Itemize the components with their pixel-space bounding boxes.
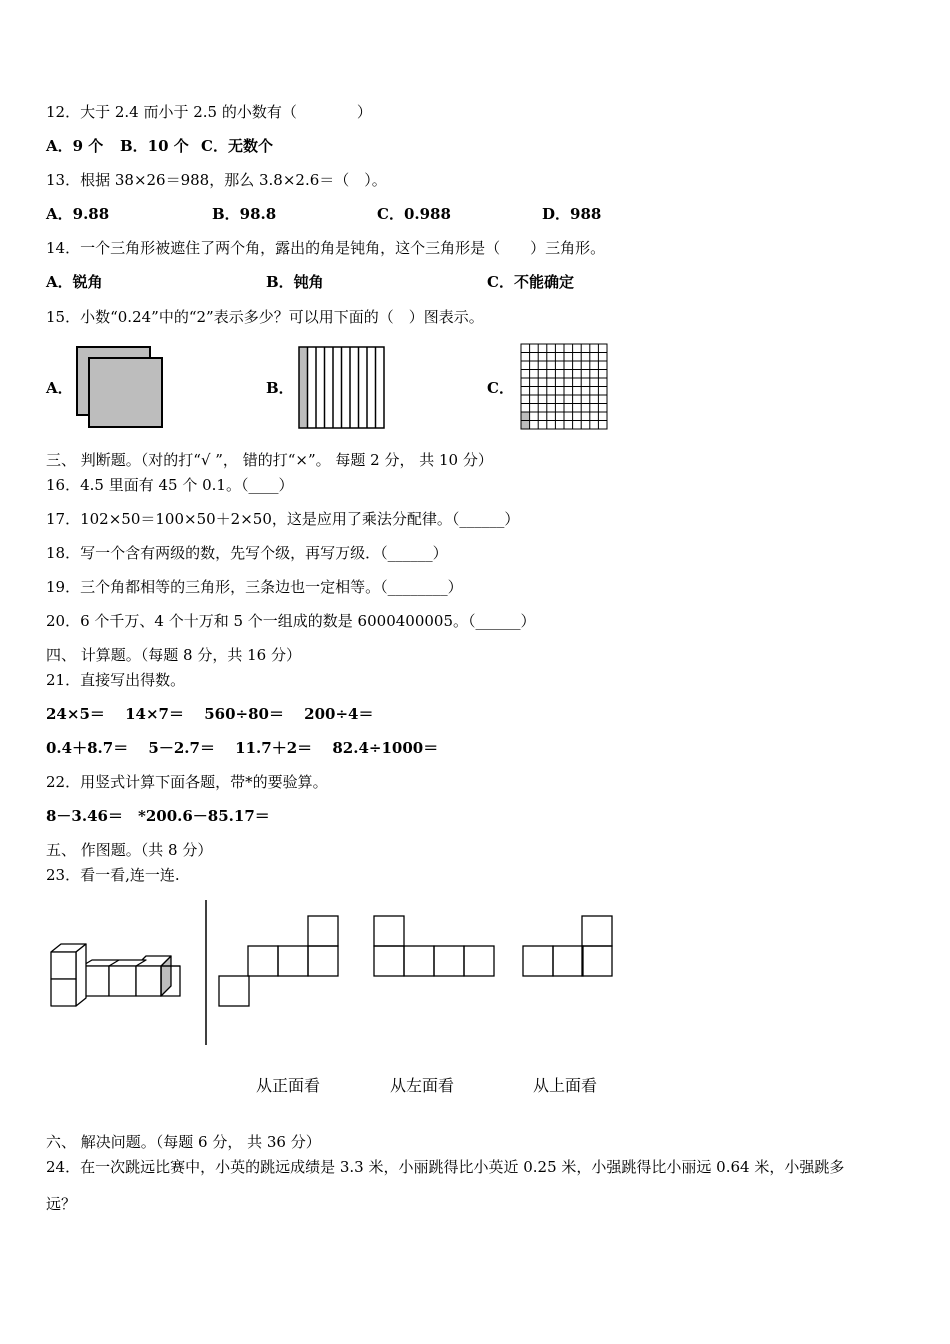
- q15-option-b[interactable]: B．: [266, 379, 294, 397]
- q13-option-d[interactable]: D．988: [542, 205, 602, 223]
- q23-cube-solid: [48, 940, 188, 1010]
- q15-option-c[interactable]: C．: [487, 379, 514, 397]
- question-13: 13．根据 38×26＝988，那么 3.8×2.6＝（ ）。: [46, 171, 387, 189]
- question-20: 20．6 个千万、4 个十万和 5 个一组成的数是 6000400005。（______）: [46, 612, 536, 630]
- q15-option-a[interactable]: A．: [46, 379, 73, 397]
- question-14: 14．一个三角形被遮住了两个角，露出的角是钝角，这个三角形是（ ）三角形。: [46, 239, 606, 257]
- q23-view-2: [372, 914, 498, 978]
- q21-row-2: 0.4＋8.7＝ 5－2.7＝ 11.7＋2＝ 82.4÷1000＝: [46, 739, 439, 757]
- question-15: 15．小数“0.24”中的“2”表示多少？可以用下面的（ ）图表示。: [46, 308, 484, 326]
- question-21: 21．直接写出得数。: [46, 671, 186, 689]
- label-top-view: 从上面看: [533, 1076, 598, 1095]
- question-22: 22．用竖式计算下面各题，带*的要验算。: [46, 773, 328, 791]
- label-front-view: 从正面看: [256, 1076, 321, 1095]
- section-6-heading: 六、 解决问题。（每题 6 分， 共 36 分）: [46, 1133, 321, 1151]
- q12-option-c[interactable]: C．无数个: [201, 137, 273, 155]
- q22-row: 8－3.46＝ *200.6－85.17＝: [46, 807, 270, 825]
- question-16: 16．4.5 里面有 45 个 0.1。（____）: [46, 476, 294, 494]
- label-left-view: 从左面看: [390, 1076, 455, 1095]
- q15-figure-a: [76, 346, 166, 430]
- question-19: 19．三个角都相等的三角形，三条边也一定相等。（________）: [46, 578, 463, 596]
- q13-option-b[interactable]: B．98.8: [212, 205, 277, 223]
- q23-divider: [204, 900, 208, 1046]
- q23-view-3: [522, 914, 616, 978]
- question-12: 12．大于 2.4 而小于 2.5 的小数有（ ）: [46, 103, 372, 121]
- question-17: 17．102×50＝100×50＋2×50，这是应用了乘法分配律。（______）: [46, 510, 520, 528]
- q14-option-a[interactable]: A．锐角: [46, 273, 103, 291]
- question-24-line-1: 24．在一次跳远比赛中，小英的跳远成绩是 3.3 米，小丽跳得比小英近 0.25 米，小强跳得比小丽远 0.64 米，小强跳多: [46, 1158, 845, 1176]
- q13-option-a[interactable]: A．9.88: [46, 205, 110, 223]
- section-5-heading: 五、 作图题。（共 8 分）: [46, 841, 213, 859]
- question-18: 18．写一个含有两级的数，先写个级，再写万级．（______）: [46, 544, 448, 562]
- q14-option-c[interactable]: C．不能确定: [487, 273, 574, 291]
- q14-option-b[interactable]: B．钝角: [266, 273, 324, 291]
- question-24-line-2: 远？: [46, 1195, 77, 1213]
- q12-option-b[interactable]: B．10 个: [120, 137, 189, 155]
- section-3-heading: 三、 判断题。（对的打“√ ”， 错的打“×”。 每题 2 分， 共 10 分）: [46, 451, 493, 469]
- q15-figure-c: [520, 343, 610, 431]
- q12-option-a[interactable]: A．9 个: [46, 137, 104, 155]
- q15-figure-b: [298, 346, 388, 430]
- q21-row-1: 24×5＝ 14×7＝ 560÷80＝ 200÷4＝: [46, 705, 374, 723]
- question-23: 23．看一看,连一连.: [46, 866, 180, 884]
- section-4-heading: 四、 计算题。（每题 8 分，共 16 分）: [46, 646, 301, 664]
- q23-view-1: [218, 914, 342, 1008]
- q13-option-c[interactable]: C．0.988: [377, 205, 451, 223]
